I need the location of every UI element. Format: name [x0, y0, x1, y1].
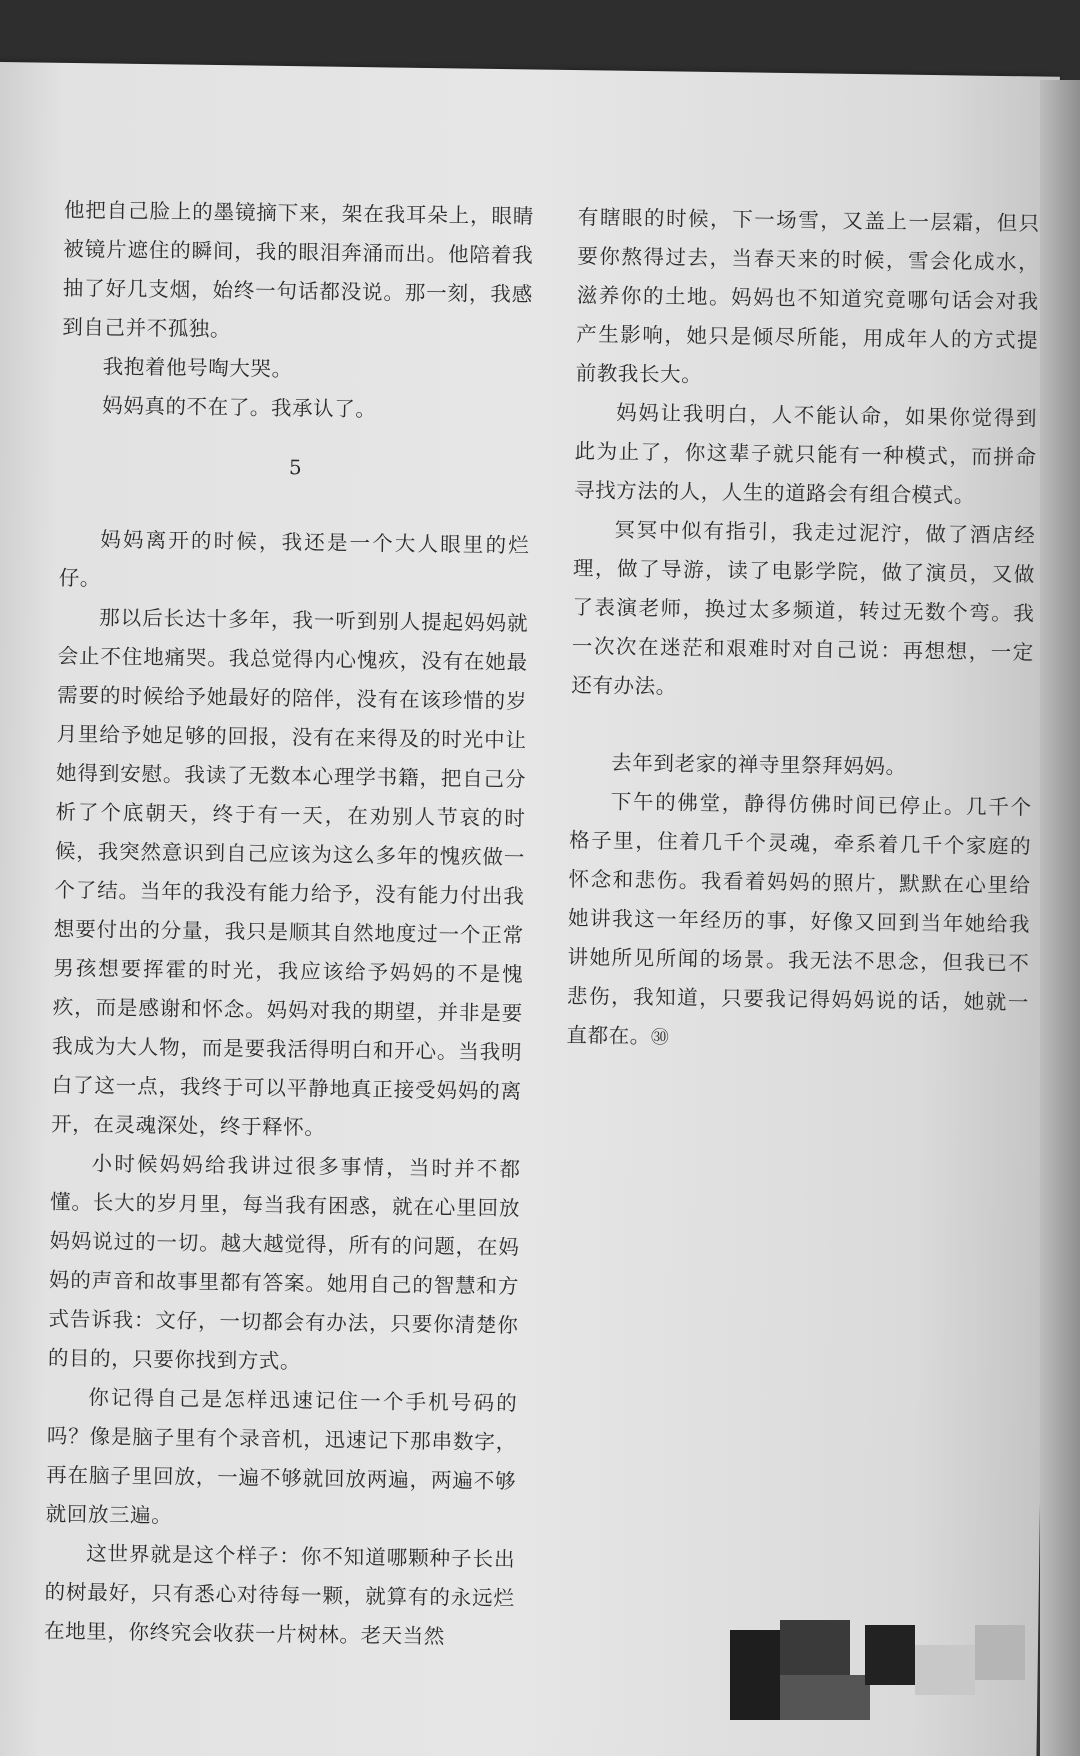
left-text-column [44, 191, 534, 1657]
paragraph-text: 下午的佛堂，静得仿佛时间已停止。几千个格子里，住着几千个灵魂，牵系着几千个家庭的怀念和悲伤。我看着妈妈的照片，默默在心里给她讲我这一年经历的事，好像又回到当年她给我讲她所见所闻的场景。我无法不思念，但我已不悲伤，我知道，只要我记得妈妈说的话，她就一直都在。 [566, 789, 1032, 1049]
pixelated-watermark [730, 1620, 1040, 1730]
right-text-column [566, 198, 1040, 1062]
section-number: 5 [288, 455, 302, 480]
paragraph: 你记得自己是怎样迅速记住一个手机号码的吗？像是脑子里有个录音机，迅速记下那串数字，再在脑子里回放，一遍不够就回放两遍，两遍不够就回放三遍。 [45, 1385, 518, 1528]
paragraph [566, 782, 1032, 1062]
paragraph: 妈妈离开的时候，我还是一个大人眼里的烂仔。 [58, 527, 530, 591]
paragraph-gap [571, 705, 1033, 749]
paragraph: 冥冥中似有指引，我走过泥泞，做了酒店经理，做了导游，读了电影学院，做了演员，又做了表演老师，换过太多频道，转过无数个弯。我一次次在迷茫和艰难时对自己说：再想想，一定还有办法。 [571, 517, 1036, 699]
paragraph: 妈妈让我明白，人不能认命，如果你觉得到此为止了，你这辈子就只能有一种模式，而拼命寻找方法的人，人生的道路会有组合模式。 [573, 400, 1038, 508]
end-mark: ㉚ [650, 1027, 670, 1049]
paragraph: 我抱着他号啕大哭。 [102, 354, 293, 382]
page-edge-shadow [1040, 80, 1080, 1756]
paragraph: 他把自己脸上的墨镜摘下来，架在我耳朵上，眼睛被镜片遮住的瞬间，我的眼泪奔涌而出。他陪着我抽了好几支烟，始终一句话都没说。那一刻，我感到自己并不孤独。 [62, 197, 535, 342]
paragraph: 有瞎眼的时候，下一场雪，又盖上一层霜，但只要你熬得过去，当春天来的时候，雪会化成水，滋养你的土地。妈妈也不知道究竟哪句话会对我产生影响，她只是倾尽所能，用成年人的方式提前教我长大。 [575, 205, 1041, 387]
book-page [0, 62, 1060, 1756]
paragraph: 妈妈真的不在了。我承认了。 [102, 393, 377, 422]
paragraph: 去年到老家的禅寺里祭拜妈妈。 [611, 750, 907, 779]
paragraph: 这世界就是这个样子：你不知道哪颗种子长出的树最好，只有悉心对待每一颗，就算有的永远烂在地里，你终究会收获一片树林。老天当然 [43, 1541, 516, 1649]
paragraph: 小时候妈妈给我讲过很多事情，当时并不都懂。长大的岁月里，每当我有困惑，就在心里回放妈妈说过的一切。越大越觉得，所有的问题，在妈妈的声音和故事里都有答案。她用自己的智慧和方式告诉我：文仔，一切都会有办法，只要你清楚你的目的，只要你找到方式。 [47, 1151, 521, 1374]
paragraph: 那以后长达十多年，我一听到别人提起妈妈就会止不住地痛哭。我总觉得内心愧疚，没有在她最需要的时候给予她最好的陪伴，没有在该珍惜的岁月里给予她足够的回报，没有在来得及的时光中让她得到安慰。我读了无数本心理学书籍，把自己分析了个底朝天，终于有一天，在劝别人节哀的时候，我突然意识到自己应该为这么多年的愧疚做一个了结。当年的我没有能力给予，没有能力付出我想要付出的分量，我只是顺其自然地度过一个正常男孩想要挥霍的时光，我应该给予妈妈的不是愧疚，而是感谢和怀念。妈妈对我的期望，并非是要我成为大人物，而是要我活得明白和开心。当我明白了这一点，我终于可以平静地真正接受妈妈的离开，在灵魂深处，终于释怀。 [51, 605, 529, 1140]
